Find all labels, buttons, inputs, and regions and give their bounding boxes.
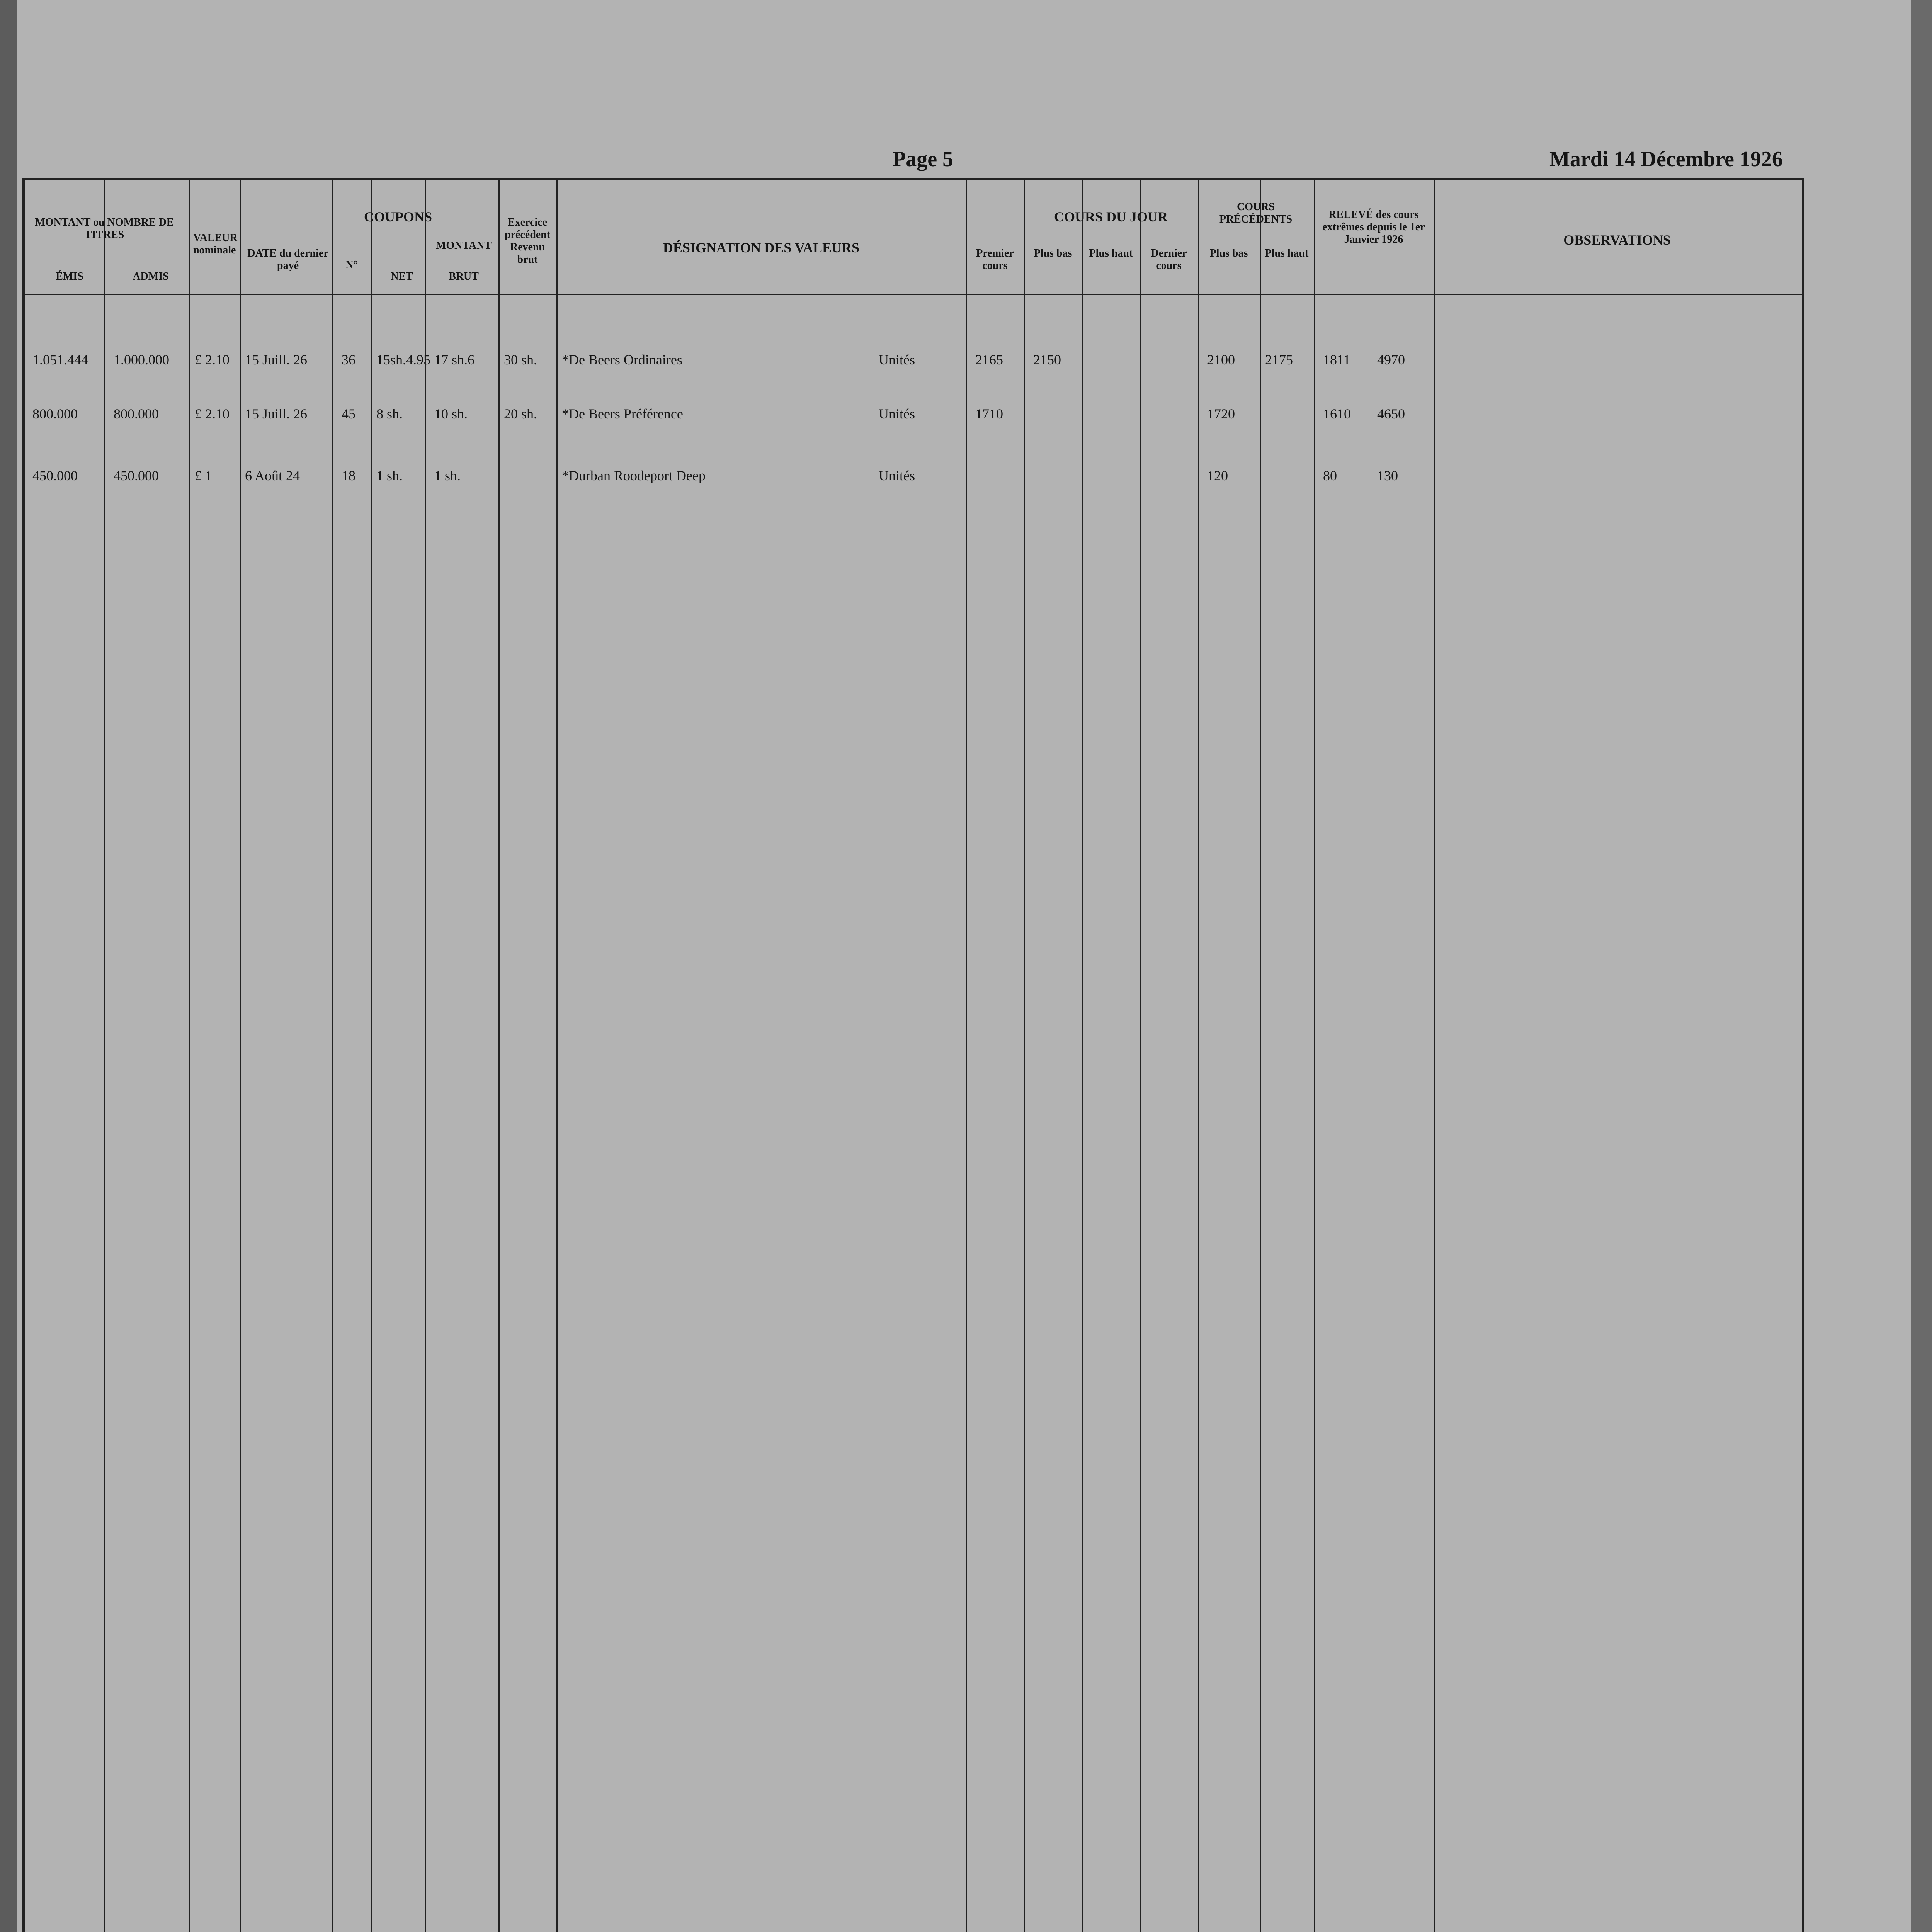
- cell-admis: 450.000: [114, 468, 159, 483]
- header-montant: MONTANT: [435, 240, 492, 252]
- cell-releve-max: 130: [1377, 468, 1398, 483]
- cell-releve-min: 1610: [1323, 406, 1351, 422]
- cell-cp-plus-bas: 2100: [1207, 352, 1235, 367]
- header-exercice-precedent: Exercice précédent Revenu brut: [504, 216, 551, 265]
- cell-date: 15 Juill. 26: [245, 352, 308, 367]
- header-montant-nombre: MONTANT ou NOMBRE DE TITRES: [35, 216, 174, 241]
- cell-numero: 36: [342, 352, 355, 367]
- cell-admis: 1.000.000: [114, 352, 169, 367]
- cell-brut: 10 sh.: [434, 406, 468, 422]
- header-emis: ÉMIS: [56, 270, 83, 282]
- header-releve: RELEVÉ des cours extrêmes depuis le 1er Janvier 1926: [1322, 209, 1425, 245]
- header-plus-haut: Plus haut: [1089, 247, 1133, 259]
- cell-premier-cours: 2165: [975, 352, 1003, 367]
- header-cours-du-jour: COURS DU JOUR: [1054, 209, 1168, 224]
- header-brut: BRUT: [449, 270, 479, 282]
- header-cours-precedents: COURS PRÉCÉDENTS: [1219, 201, 1293, 225]
- page-number: Page 5: [893, 147, 954, 171]
- cell-unite: Unités: [879, 352, 915, 367]
- cell-releve-max: 4650: [1377, 406, 1405, 422]
- cell-valeur: £ 2.10: [195, 406, 230, 422]
- cell-cp-plus-bas: 1720: [1207, 406, 1235, 422]
- header-designation: DÉSIGNATION DES VALEURS: [663, 240, 860, 255]
- header-valeur-nominale: VALEUR nominale: [193, 232, 238, 256]
- cell-net: 1 sh.: [376, 468, 403, 483]
- cell-exercice: 20 sh.: [504, 406, 537, 422]
- cell-numero: 18: [342, 468, 355, 483]
- cell-emis: 450.000: [32, 468, 78, 483]
- cell-premier-cours: 1710: [975, 406, 1003, 422]
- cell-valeur: £ 2.10: [195, 352, 230, 367]
- cell-designation: *Durban Roodeport Deep: [562, 468, 706, 483]
- cell-unite: Unités: [879, 468, 915, 483]
- remaining-table-body: [25, 0, 1798, 1932]
- cell-releve-min: 1811: [1323, 352, 1350, 367]
- cell-admis: 800.000: [114, 406, 159, 422]
- cell-date: 6 Août 24: [245, 468, 300, 483]
- header-net: NET: [391, 270, 413, 282]
- header-numero: N°: [345, 259, 358, 271]
- cell-date: 15 Juill. 26: [245, 406, 308, 422]
- cell-numero: 45: [342, 406, 355, 422]
- header-premier-cours: Premier cours: [976, 247, 1014, 272]
- cell-plus-bas: 2150: [1033, 352, 1061, 367]
- cell-releve-min: 80: [1323, 468, 1337, 483]
- cell-releve-max: 4970: [1377, 352, 1405, 367]
- cell-designation: *De Beers Préférence: [562, 406, 683, 422]
- header-observations: OBSERVATIONS: [1563, 232, 1671, 248]
- cell-emis: 1.051.444: [32, 352, 88, 367]
- cell-net: 15sh.4.95: [376, 352, 431, 367]
- header-cp-plus-haut: Plus haut: [1265, 247, 1309, 259]
- cell-brut: 17 sh.6: [434, 352, 475, 367]
- page-date: Mardi 14 Décembre 1926: [1549, 147, 1783, 171]
- cell-emis: 800.000: [32, 406, 78, 422]
- cell-exercice: 30 sh.: [504, 352, 537, 367]
- cell-unite: Unités: [879, 406, 915, 422]
- adjacent-page-strip: [0, 0, 17, 1932]
- cell-valeur: £ 1: [195, 468, 212, 483]
- header-cp-plus-bas: Plus bas: [1209, 247, 1248, 259]
- cell-cp-plus-bas: 120: [1207, 468, 1228, 483]
- cell-brut: 1 sh.: [434, 468, 461, 483]
- page-edge: [1911, 0, 1932, 1932]
- cell-cp-plus-haut: 2175: [1265, 352, 1293, 367]
- header-plus-bas: Plus bas: [1034, 247, 1072, 259]
- header-date-dernier-paye: DATE du dernier payé: [247, 247, 328, 272]
- header-dernier-cours: Dernier cours: [1151, 247, 1187, 272]
- cell-net: 8 sh.: [376, 406, 403, 422]
- header-coupons: COUPONS: [364, 209, 432, 224]
- cell-designation: *De Beers Ordinaires: [562, 352, 682, 367]
- header-admis: ADMIS: [133, 270, 169, 282]
